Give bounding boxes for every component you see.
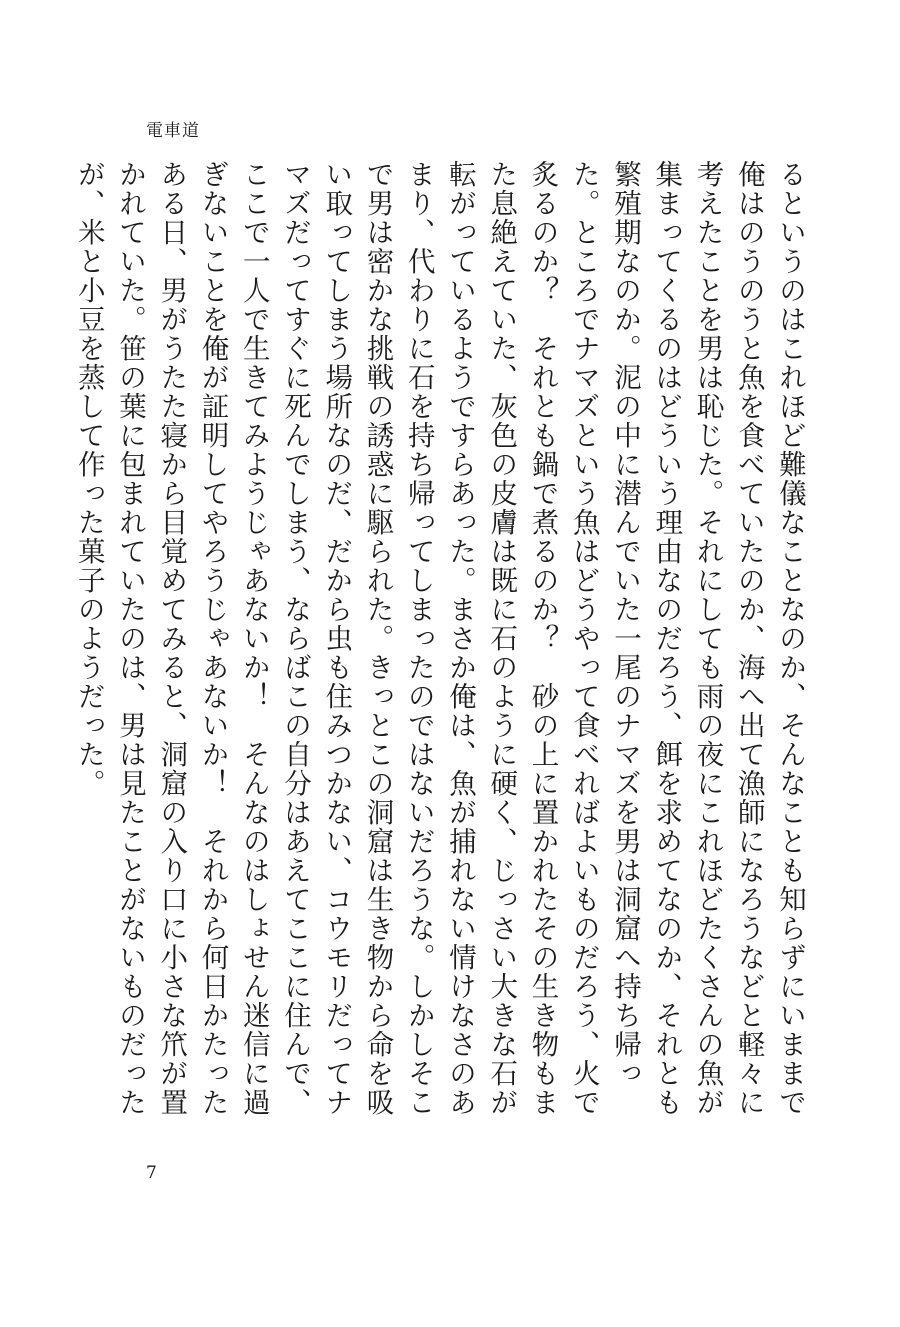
running-header: 電車道 <box>146 121 200 141</box>
page-number: 7 <box>146 1163 157 1183</box>
paragraph: るというのはこれほど難儀なことなのか、そんなことも知らずにいままで俺はのうのうと魚を食べていたのか、海へ出て漁師になろうなどと軽々に考えたことを男は恥じた。それにしても雨の夜にこれほどたくさんの魚が集まってくるのはどういう理由なのだろう、餌を求めてなのか、それとも繁殖期なのか。泥の中に潜んでいた一尾のナマズを男は洞窟へ持ち帰った。ところでナマズという魚はどうやって食べればよいものだろう、火で炙るのか？ それとも鍋で煮るのか？ 砂の上に置かれたその生き物もまた息絶えていた、灰色の皮膚は既に石のように硬く、じっさい大きな石が転がっているようですらあった。まさか俺は、魚が捕れない情けなさのあまり、代わりに石を持ち帰ってしまったのではないだろうな。しかしそこで男は密かな挑戦の誘惑に駆られた。きっとこの洞窟は生き物から命を吸い取ってしまう場所なのだ、だから虫も住みつかない、コウモリだってナマズだってすぐに死んでしまう、ならばこの自分はあえてここに住んで、ここで一人で生きてみようじゃあないか！ そんなのはしょせん迷信に過ぎないことを俺が証明してやろうじゃあないか！ それから何日かたったある日、男がうたた寝から目覚めてみると、洞窟の入り口に小さな笊が置かれていた。笹の葉に包まれていたのは、男は見たことがないものだったが、米と小豆を蒸して作った菓子のようだった。 <box>72 160 806 1117</box>
body-text <box>72 160 810 1120</box>
